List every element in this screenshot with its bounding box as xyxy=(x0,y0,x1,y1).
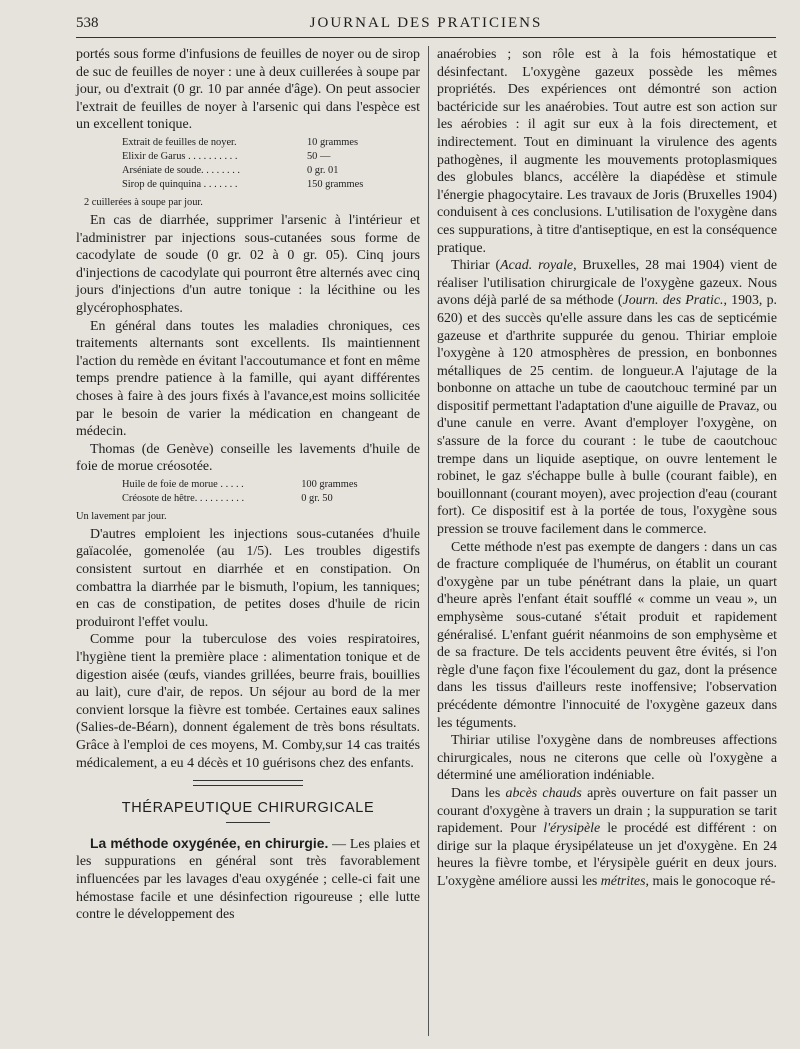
paragraph: Thiriar (Acad. royale, Bruxelles, 28 mai 1904) vient de réaliser l'utilisation chirurgicale de l'oxygène gazeux. Nous avons déjà parlé de sa méthode (Journ. des Pratic., 1903, p. 620) et des succès qu'elle assure dans les cas de septicémie gazeuse et d'arthrite suppurée du genou. Thiriar emploie l'oxygène à 120 atmosphères de pression, en bonbonnes métalliques de 25 centim. de longueur.A l'ajutage de la bonbonne on attache un tube de caoutchouc terminé par un dispositif permettant l'adaptation d'une aiguille de Pravaz, ou d'une canule en verre. Avant d'employer l'oxygène, on s'assure de la force du courant : le tube de caoutchouc trempe dans un liquide aseptique, on ouvre lentement le robinet, le gaz s'échappe bulle à bulle (courant faible), en bouillonnant (courant moyen), avec projection d'eau (courant fort). Ce dispositif est à la portée de tous, l'oxygène sous pression se trouve facilement dans le commerce. xyxy=(437,258,777,538)
ingredient-quantity: 50 — xyxy=(306,150,331,162)
page-number: 538 xyxy=(76,15,99,31)
ingredient-quantity: 0 gr. 01 xyxy=(306,164,339,176)
column-divider xyxy=(428,46,429,1036)
recipe-row xyxy=(76,136,420,150)
section-heading: THÉRAPEUTIQUE CHIRURGICALE xyxy=(121,800,375,817)
article-text: — Les plaies et les suppurations en général sont très favorablement influencées par les lavages d'eau oxygénée ; celle-ci fait une hémostase facile et une désinfection rigoureuse ; elle lutte contre le développement des xyxy=(76,836,420,923)
recipe-note: Un lavement par jour. xyxy=(76,510,167,522)
paragraph: En cas de diarrhée, supprimer l'arsenic à l'intérieur et l'administrer par injections sous-cutanées sous forme de cacodylate de soude (0 gr. 02 à 0 gr. 05). Cinq jours d'injections de cacodylate qui pourront être alternés avec cinq jours d'injections d'un autre tonique : la lécithine ou les glycérophosphates. xyxy=(76,212,420,316)
recipe-row xyxy=(76,164,420,178)
paragraph: Thomas (de Genève) conseille les lavements d'huile de foie de morue créosotée. xyxy=(76,441,420,475)
prescription-recipe xyxy=(76,136,420,192)
ingredient-quantity: 100 grammes xyxy=(301,478,358,490)
ingredient-quantity: 0 gr. 50 xyxy=(301,492,333,504)
emphasis: abcès chauds xyxy=(505,785,582,801)
paragraph: Cette méthode n'est pas exempte de dangers : dans un cas de fracture compliquée de l'humérus, on établit un courant d'oxygène par un tube pénétrant dans la plaie, un quart d'heure après l'enfant était soufflé « comme un veau », un emphysème sous-cutané s'était produit et rapidement généralisé. L'enfant guérit néanmoins de son emphysème et de sa fracture. De tels accidents peuvent être évités, si l'on règle d'une façon fixe l'écoulement du gaz, dont la présence dans les tissus d'ailleurs reste inoffensive; l'observation précédente démontre l'innocuité de l'oxygène gazeux dans les téguments. xyxy=(437,539,777,731)
paragraph: Comme pour la tuberculose des voies respiratoires, l'hygiène tient la première place : alimentation tonique et de digestion aisée (œufs, viandes grillées, beurre frais, bouillies au lait), cure d'air, de repos. Un séjour au bord de la mer convient lorsque la fièvre est tombée. Certaines eaux salines (Salies-de-Béarn), donnent également de très bons résultats. Grâce à l'emploi de ces moyens, M. Comby,sur 14 cas traités médicalement, a eu 4 décès et 10 guérisons chez des enfants. xyxy=(76,632,420,771)
recipe-note: 2 cuillerées à soupe par jour. xyxy=(84,196,203,208)
ingredient-name: Extrait de feuilles de noyer. xyxy=(122,136,237,148)
citation: Acad. royale xyxy=(500,258,574,274)
article-title: La méthode oxygénée, en chirurgie. xyxy=(90,834,329,851)
article-paragraph xyxy=(76,835,420,924)
ingredient-name: Elixir de Garus . . . . . . . . . . xyxy=(122,150,238,162)
ingredient-name: Sirop de quinquina . . . . . . . xyxy=(122,178,238,190)
recipe-row xyxy=(76,150,420,164)
left-column xyxy=(76,46,420,924)
ingredient-name: Arséniate de soude. . . . . . . . xyxy=(122,164,241,176)
recipe-row xyxy=(76,492,420,506)
emphasis: métrites xyxy=(600,873,646,889)
paragraph: portés sous forme d'infusions de feuilles de noyer ou de sirop de suc de feuilles de noyer : une à deux cuillerées à soupe par jour, ou d'extrait (0 gr. 10 par année d'âge). On peut associer l'extrait de feuilles de noyer à l'arsenic qui dans l'espèce est un excellent tonique. xyxy=(76,47,420,133)
citation: Journ. des Pratic. xyxy=(622,293,724,309)
section-divider xyxy=(193,780,303,786)
paragraph: anaérobies ; son rôle est à la fois hémostatique et désinfectant. L'oxygène gazeux possède les mêmes propriétés. Des expériences ont démontré son action bactéricide sur les anaérobies. Tout autre est son action sur les aérobies : il agit sur eux à la fois directement, et indirectement. Tout en diminuant la virulence des agents pathogènes, il augmente les mouvements protoplasmiques des globules blancs, accélère la diapédèse et stimule l'énergie phagocytaire. Les travaux de Joris (Bruxelles 1904) conduisent à ces conclusions. L'utilisation de l'oxygène dans ces suppurations, à titre d'antiseptique, en est la conséquence pratique. xyxy=(437,47,777,256)
paragraph: Thiriar utilise l'oxygène dans de nombreuses affections chirurgicales, nous ne citerons que celle où l'oxygène a déterminé une amélioration indéniable. xyxy=(437,733,777,784)
journal-title: JOURNAL DES PRATICIENS xyxy=(309,15,543,31)
ingredient-quantity: 150 grammes xyxy=(306,178,364,190)
heading-rule xyxy=(226,822,270,823)
ingredient-name: Créosote de hêtre. . . . . . . . . . xyxy=(122,492,245,504)
prescription-recipe xyxy=(76,478,420,506)
emphasis: l'érysipèle xyxy=(543,821,601,837)
paragraph: En général dans toutes les maladies chroniques, ces traitements alternants sont excellents. Ils maintiennent l'action du remède en évitant l'accoutumance et font en même temps prendre patience à la famille, qui ayant différentes choses à faire à des jours fixés à l'avance,est moins sollicitée par le besoin de varier la médication en changeant de médecin. xyxy=(76,318,420,440)
recipe-row xyxy=(76,478,420,492)
page-header xyxy=(76,13,776,38)
paragraph: D'autres emploient les injections sous-cutanées d'huile gaïacolée, gomenolée (au 1/5). Les troubles digestifs consistent surtout en diarrhée et en constipation. On combattra la diarrhée par le bismuth, l'opium, les tanniques; en cas de constipation, de petites doses d'huile de ricin produiront l'effet voulu. xyxy=(76,526,420,630)
ingredient-name: Huile de foie de morue . . . . . xyxy=(122,478,244,490)
ingredient-quantity: 10 grammes xyxy=(306,136,359,148)
recipe-row xyxy=(76,178,420,192)
right-column xyxy=(437,46,777,891)
paragraph: Dans les abcès chauds après ouverture on fait passer un courant d'oxygène à travers un drain ; la suppuration se tarit rapidement. Pour l'érysipèle le procédé est différent : on dirige sur la plaque érysipélateuse un jet d'oxygène. En 24 heures la fièvre tombe, et l'érysipèle guérit en deux jours. L'oxygène améliore aussi les métrites, mais le gonocoque ré- xyxy=(437,785,777,889)
